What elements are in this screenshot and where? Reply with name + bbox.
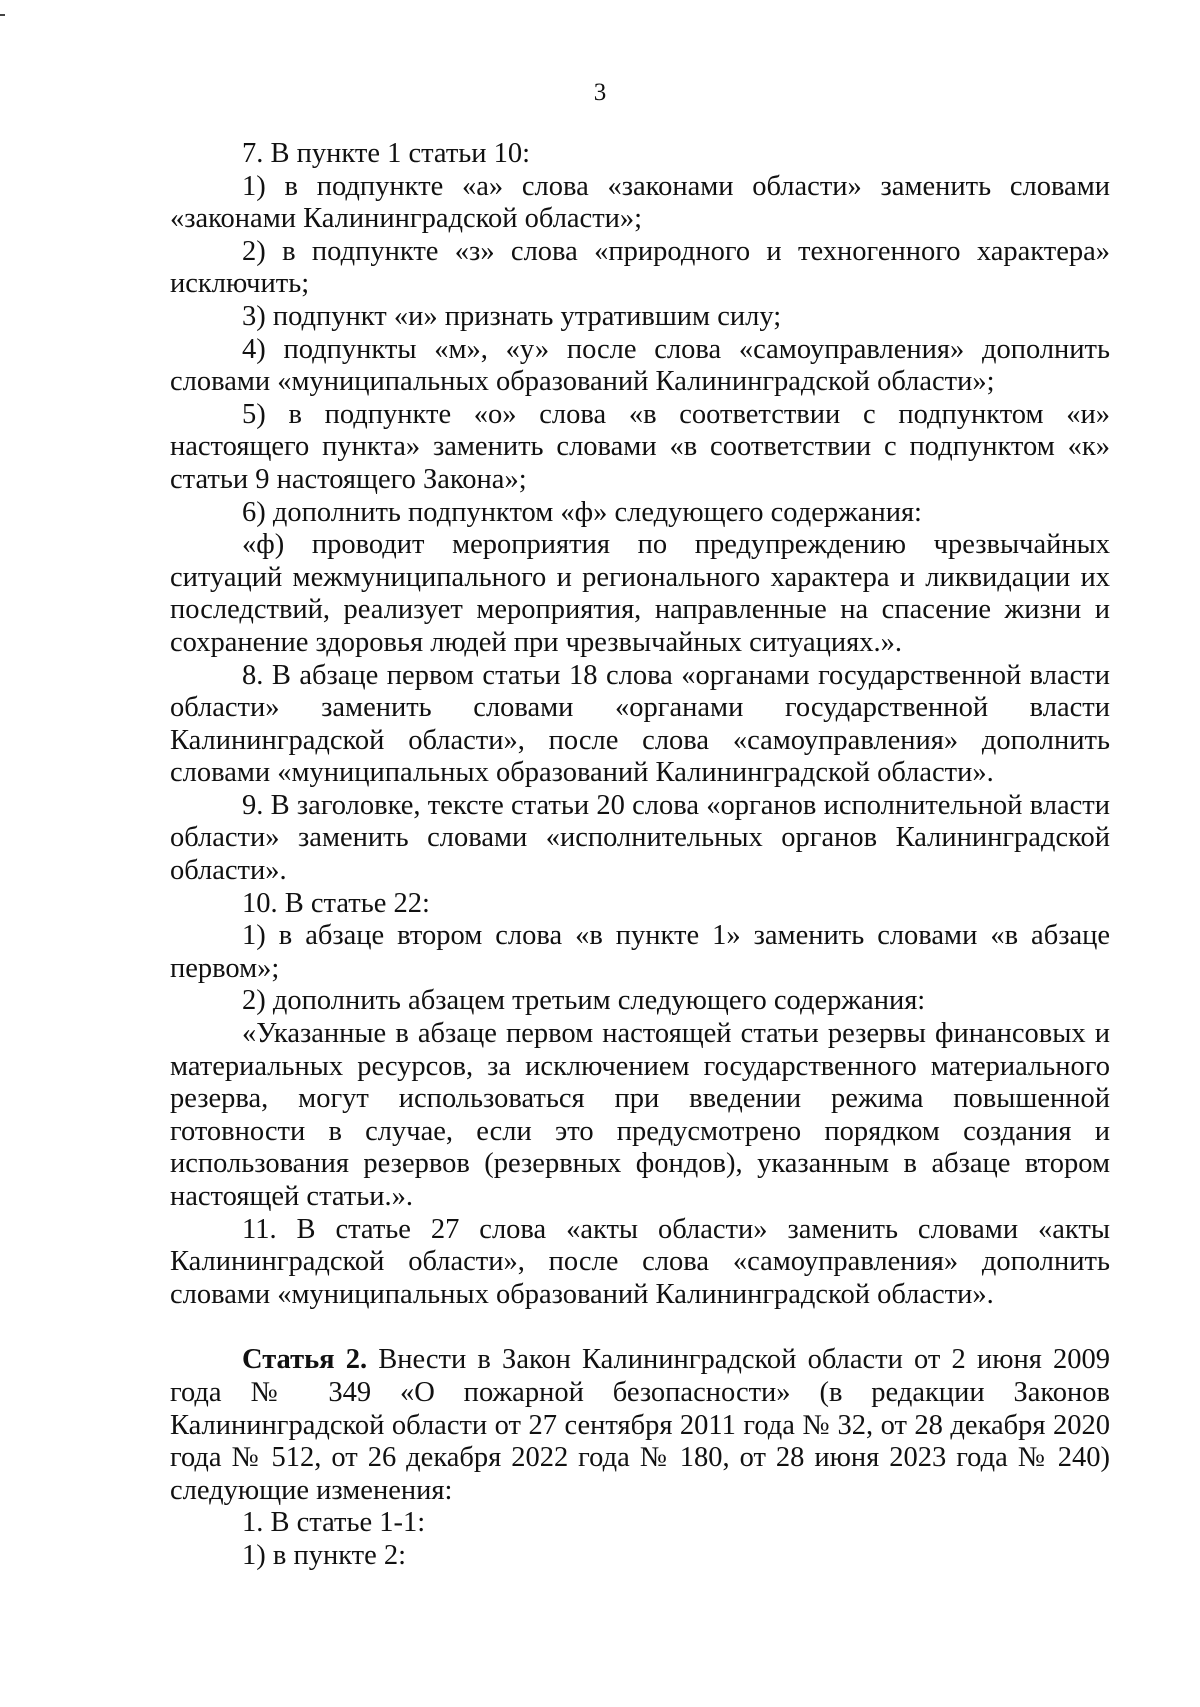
paragraph: 11. В статье 27 слова «акты области» заменить словами «акты Калининградской области», после слова «самоуправления» дополнить словами «муниципальных образований Калининградской области».	[170, 1213, 1110, 1310]
paragraph: 7. В пункте 1 статьи 10:	[242, 138, 531, 169]
article-2-paragraph	[170, 1344, 1110, 1507]
paragraph: 10. В статье 22:	[242, 887, 430, 919]
paragraph: 2) дополнить абзацем третьим следующего содержания:	[242, 985, 926, 1017]
article-text: Внести в Закон Калининградской области от 2 июня 2009 года № 349 «О пожарной безопасности» (в редакции Законов Калининградской области от 27 сентября 2011 года № 32, от 28 декабря 2020 года № 512, от 26 декабря 2022 года № 180, от 28 июня 2023 года № 240) следующие изменения:	[170, 1344, 1111, 1506]
paragraph: «ф) проводит мероприятия по предупреждению чрезвычайных ситуаций межмуниципального и регионального характера и ликвидации их последствий, реализует мероприятия, направленные на спасение жизни и сохранение здоровья людей при чрезвычайных ситуациях.».	[170, 529, 1110, 658]
page-number: 3	[593, 79, 607, 106]
paragraph: 1) в пункте 2:	[242, 1539, 407, 1571]
paragraph: 1) в подпункте «а» слова «законами области» заменить словами «законами Калининградской области»;	[170, 170, 1110, 235]
document-body	[170, 138, 1110, 1573]
paragraph: «Указанные в абзаце первом настоящей статьи резервы финансовых и материальных ресурсов, за исключением государственного материального резерва, могут использоваться при введении режима повышенной готовности в случае, если это предусмотрено порядком создания и использования резервов (резервных фондов), указанным в абзаце втором настоящей статьи.».	[170, 1018, 1110, 1212]
paragraph: 9. В заголовке, тексте статьи 20 слова «органов исполнительной власти области» заменить словами «исполнительных органов Калининградской области».	[170, 789, 1110, 887]
paragraph: 1. В статье 1-1:	[242, 1507, 426, 1539]
paragraph: 2) в подпункте «з» слова «природного и техногенного характера» исключить;	[170, 235, 1110, 300]
article-heading: Статья 2.	[242, 1344, 368, 1376]
paragraph: 3) подпункт «и» признать утратившим силу;	[242, 300, 782, 332]
scan-artifact	[0, 14, 5, 16]
paragraph: 4) подпункты «м», «у» после слова «самоуправления» дополнить словами «муниципальных образований Калининградской области»;	[170, 333, 1110, 398]
paragraph: 5) в подпункте «о» слова «в соответствии с подпунктом «и» настоящего пункта» заменить словами «в соответствии с подпунктом «к» статьи 9 настоящего Закона»;	[170, 398, 1110, 495]
paragraph: 8. В абзаце первом статьи 18 слова «органами государственной власти области» заменить словами «органами государственной власти Калининградской области», после слова «самоуправления» дополнить словами «муниципальных образований Калининградской области».	[170, 659, 1110, 789]
paragraph: 6) дополнить подпунктом «ф» следующего содержания:	[242, 496, 922, 528]
paragraph: 1) в абзаце втором слова «в пункте 1» заменить словами «в абзаце первом»;	[170, 920, 1110, 984]
